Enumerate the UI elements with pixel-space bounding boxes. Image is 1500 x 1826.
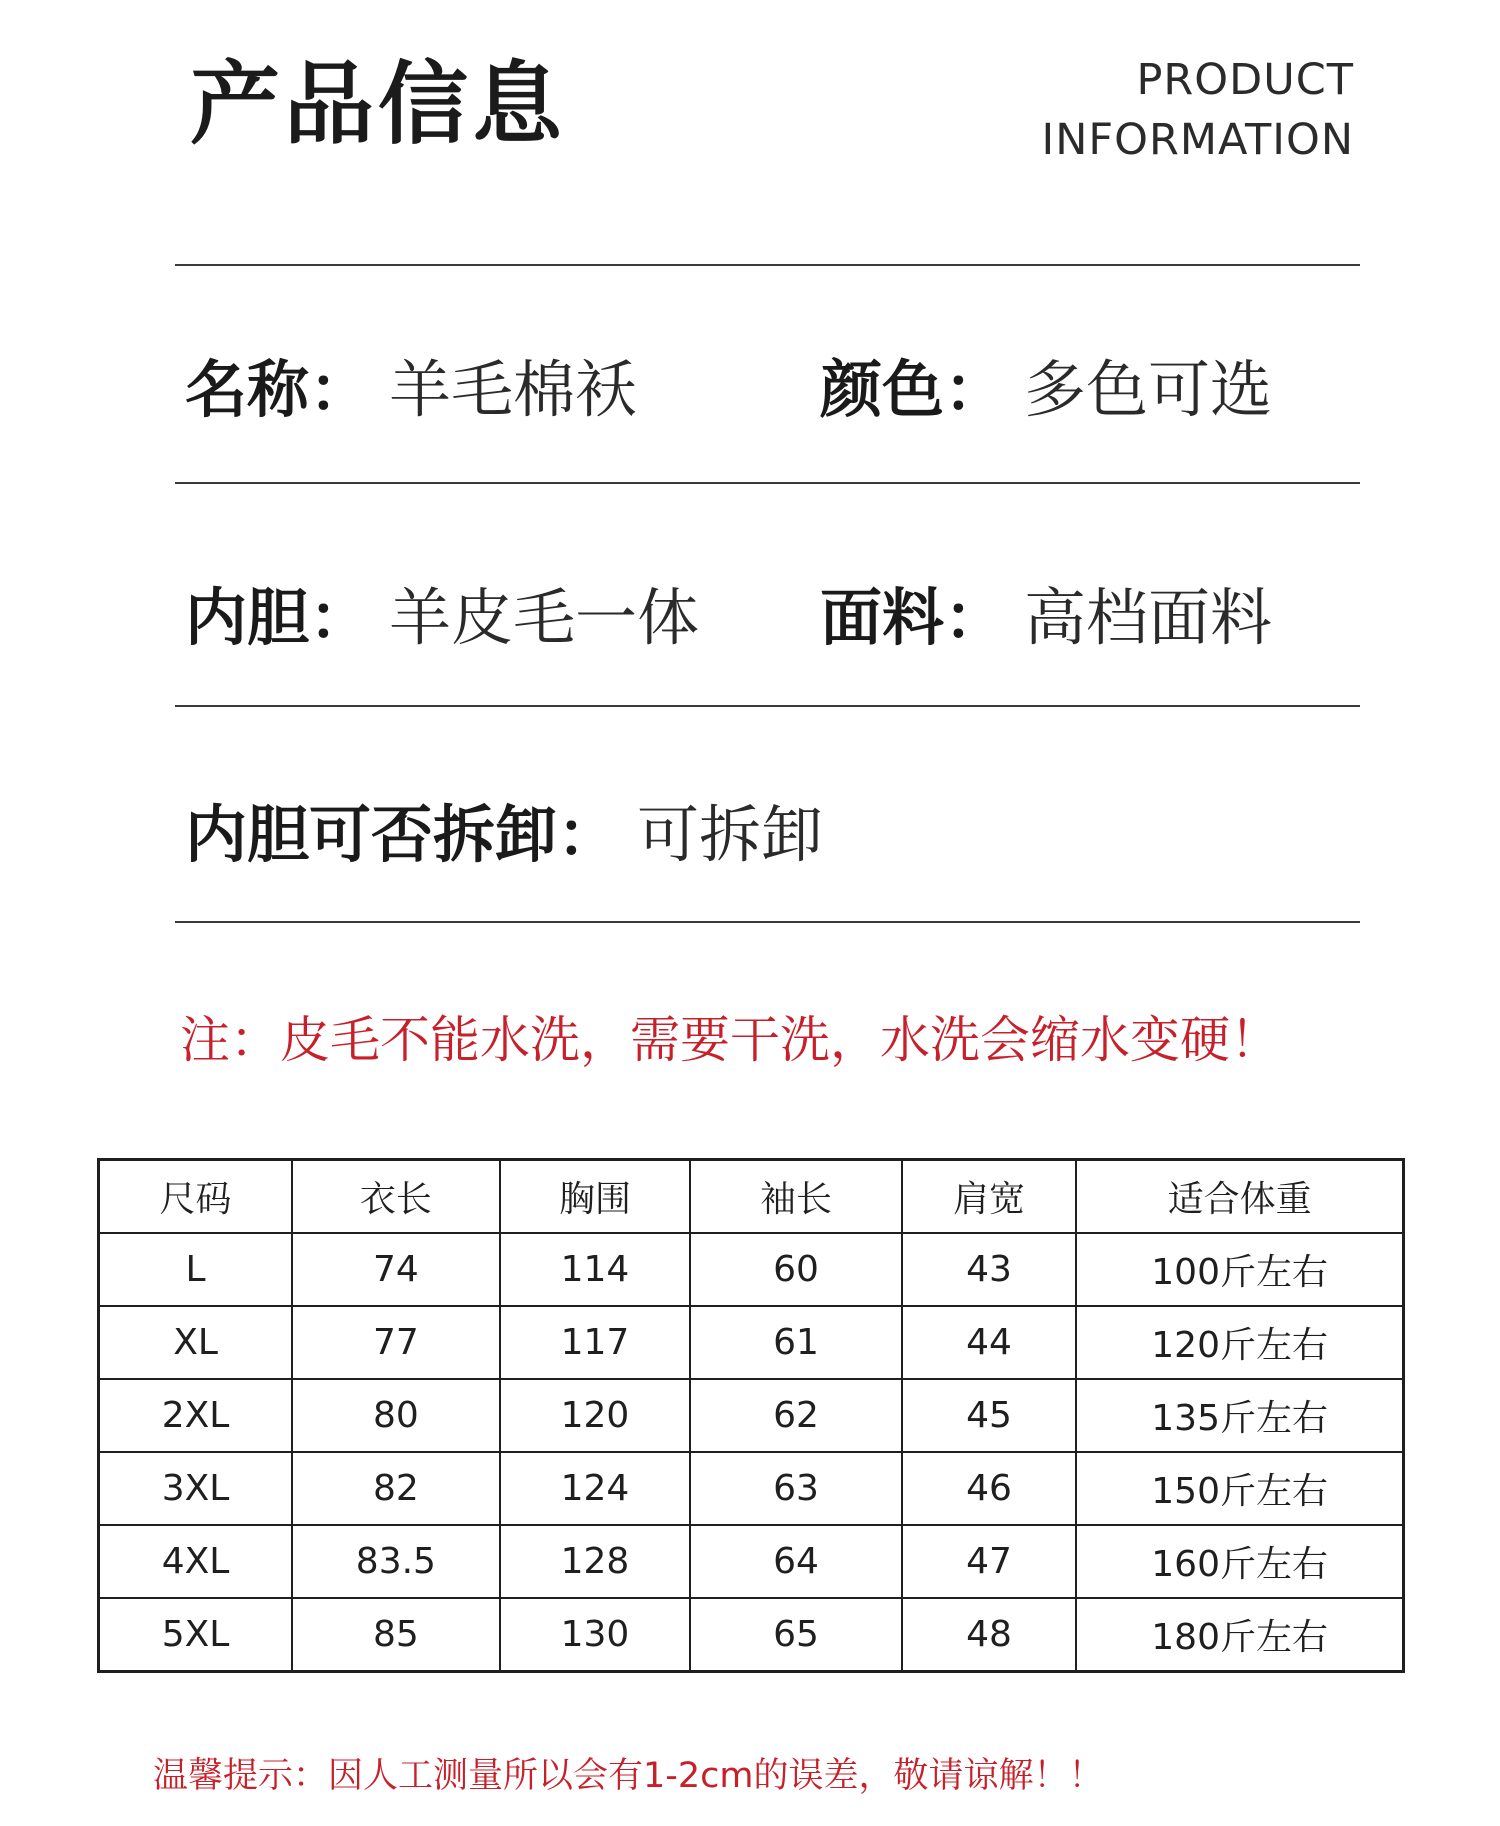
table-row [99,1452,1404,1525]
field-name [185,340,637,456]
field-color [820,340,1272,456]
cell-weight: 180斤左右 [1076,1598,1403,1672]
cell-weight: 120斤左右 [1076,1306,1403,1379]
cell-sleeve: 61 [690,1306,901,1379]
cell-length: 80 [292,1379,500,1452]
cell-sleeve: 64 [690,1525,901,1598]
cell-length: 74 [292,1233,500,1306]
cell-weight: 160斤左右 [1076,1525,1403,1598]
detachable-value: 可拆卸 [637,798,824,871]
fabric-value: 高档面料 [1024,581,1273,654]
cell-shoulder: 44 [902,1306,1077,1379]
cell-shoulder: 46 [902,1452,1077,1525]
header-size: 尺码 [99,1160,293,1234]
page-title: 产品信息 [190,52,566,157]
field-fabric [820,568,1272,684]
cell-length: 85 [292,1598,500,1672]
color-value: 多色可选 [1024,353,1273,426]
size-table [97,1158,1405,1673]
title-en-line2: INFORMATION [1041,115,1354,165]
lining-label: 内胆： [185,581,372,654]
cell-weight: 135斤左右 [1076,1379,1403,1452]
name-value: 羊毛棉袄 [389,353,638,426]
fabric-label: 面料： [820,581,1007,654]
cell-chest: 120 [500,1379,691,1452]
table-row [99,1598,1404,1672]
info-row-lining-fabric [0,568,1500,668]
cell-size: L [99,1233,293,1306]
info-row-detachable [0,785,1500,885]
lining-value: 羊皮毛一体 [389,581,700,654]
cell-sleeve: 62 [690,1379,901,1452]
cell-chest: 130 [500,1598,691,1672]
header-length: 衣长 [292,1160,500,1234]
cell-size: 2XL [99,1379,293,1452]
cell-shoulder: 45 [902,1379,1077,1452]
header-weight: 适合体重 [1076,1160,1403,1234]
header-shoulder: 肩宽 [902,1160,1077,1234]
title-en-line1: PRODUCT [1136,55,1354,105]
cell-length: 77 [292,1306,500,1379]
cell-size: 5XL [99,1598,293,1672]
divider-3 [175,921,1360,923]
cell-sleeve: 60 [690,1233,901,1306]
cell-weight: 100斤左右 [1076,1233,1403,1306]
divider-top [175,264,1360,266]
cell-length: 83.5 [292,1525,500,1598]
cell-size: 3XL [99,1452,293,1525]
cell-shoulder: 47 [902,1525,1077,1598]
table-header-row [99,1160,1404,1234]
table-row [99,1379,1404,1452]
cell-chest: 117 [500,1306,691,1379]
page-title-english [1042,50,1354,170]
cell-weight: 150斤左右 [1076,1452,1403,1525]
measurement-tip: 温馨提示：因人工测量所以会有1-2cm的误差，敬请谅解！！ [153,1756,1104,1796]
color-label: 颜色： [820,353,1007,426]
table-row [99,1306,1404,1379]
cell-sleeve: 65 [690,1598,901,1672]
cell-size: XL [99,1306,293,1379]
field-lining [185,568,699,684]
divider-1 [175,482,1360,484]
cell-size: 4XL [99,1525,293,1598]
detachable-label: 内胆可否拆卸： [185,798,620,871]
table-row [99,1525,1404,1598]
cell-length: 82 [292,1452,500,1525]
name-label: 名称： [185,353,372,426]
cell-shoulder: 43 [902,1233,1077,1306]
info-row-name-color [0,340,1500,440]
header-sleeve: 袖长 [690,1160,901,1234]
cell-sleeve: 63 [690,1452,901,1525]
field-detachable [185,785,823,901]
cell-chest: 124 [500,1452,691,1525]
washing-note: 注：皮毛不能水洗，需要干洗，水洗会缩水变硬！ [180,1011,1280,1069]
table-row [99,1233,1404,1306]
cell-chest: 114 [500,1233,691,1306]
divider-2 [175,705,1360,707]
header-chest: 胸围 [500,1160,691,1234]
cell-shoulder: 48 [902,1598,1077,1672]
cell-chest: 128 [500,1525,691,1598]
